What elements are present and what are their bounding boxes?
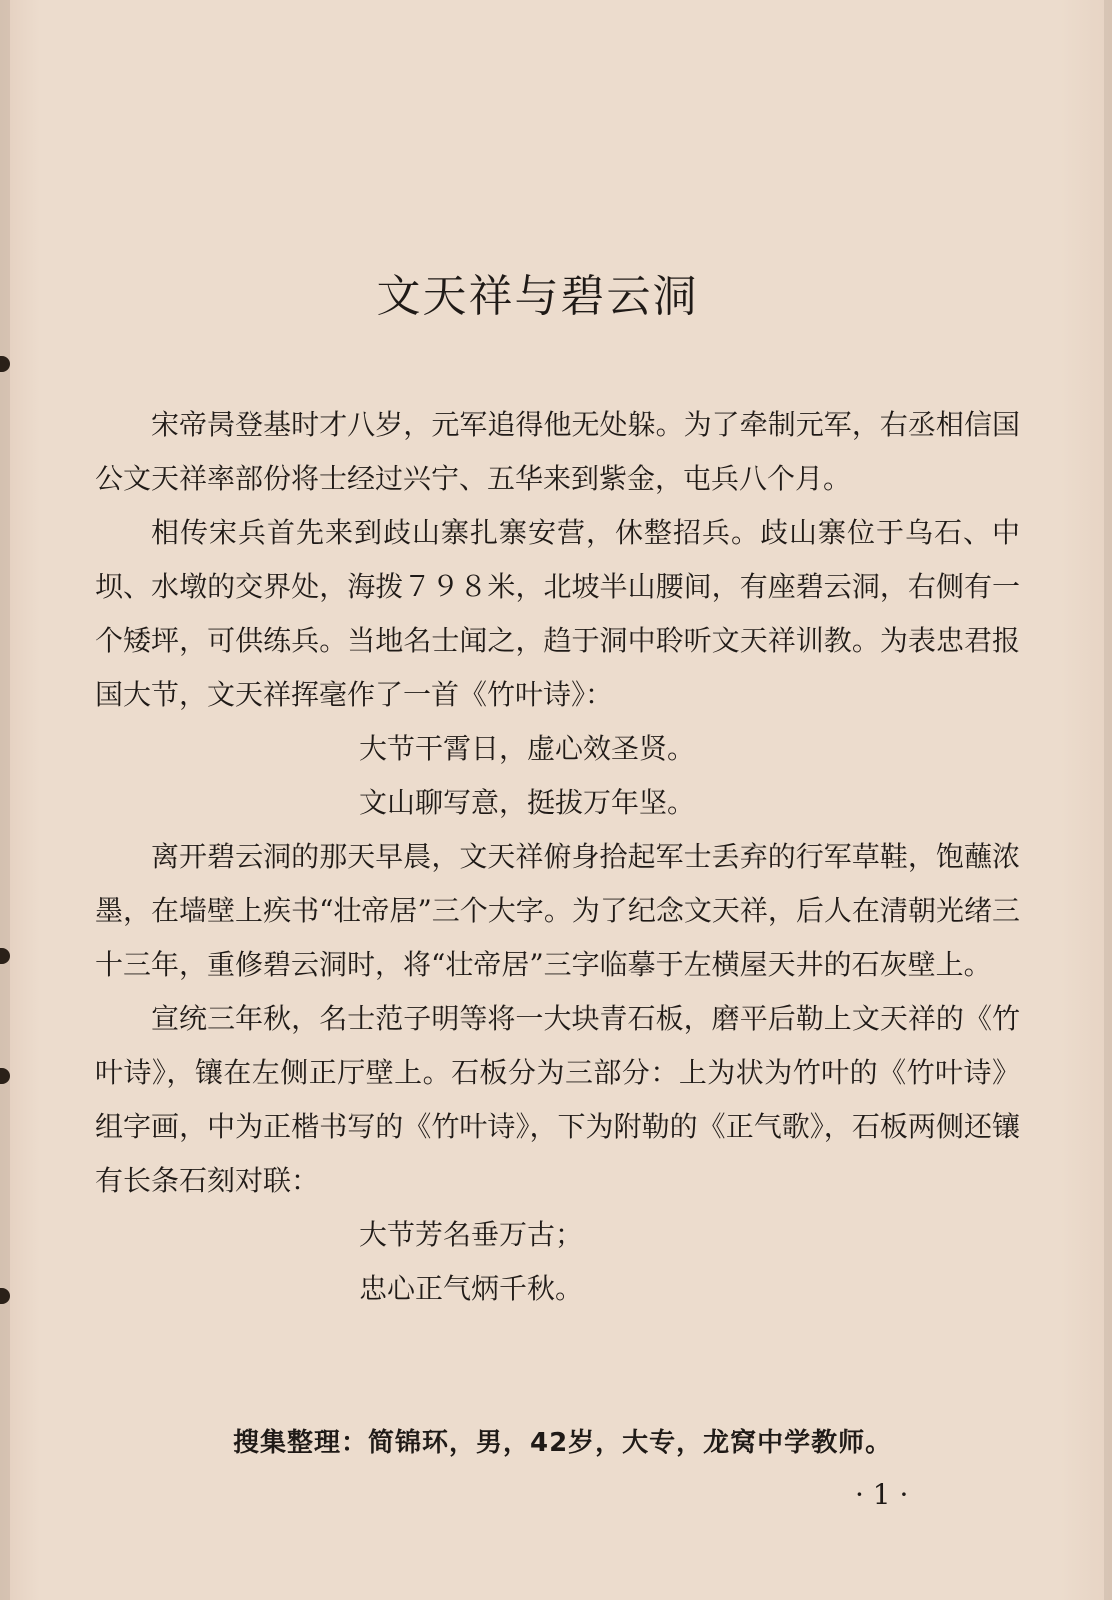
paragraph: 离开碧云洞的那天早晨，文天祥俯身拾起军士丢弃的行军草鞋，饱蘸浓墨，在墙壁上疾书“壮帝居”三个大字。为了纪念文天祥，后人在清朝光绪三十三年，重修碧云洞时，将“壮帝居”三字临摹于左横屋天井的石灰壁上。 [95, 840, 1020, 981]
collector-credit: 搜集整理：简锦环，男，42岁，大专，龙窝中学教师。 [233, 1428, 893, 1458]
couplet-line: 忠心正气炳千秋。 [359, 1272, 584, 1305]
paragraph: 宋帝昺登基时才八岁，元军追得他无处躲。为了牵制元军，右丞相信国公文天祥率部份将士经过兴宁、五华来到紫金，屯兵八个月。 [95, 408, 1020, 495]
article-body [95, 398, 1020, 1316]
page-right-edge [1104, 0, 1112, 1600]
poem-line: 文山聊写意，挺拔万年坚。 [359, 786, 696, 819]
stone-couplet [95, 1208, 1020, 1316]
article-title: 文天祥与碧云洞 [376, 271, 699, 322]
page-left-edge [0, 0, 10, 1600]
bamboo-leaf-poem [95, 722, 1020, 830]
couplet-line: 大节芳名垂万古； [359, 1218, 584, 1251]
paragraph: 相传宋兵首先来到歧山寨扎寨安营，休整招兵。歧山寨位于乌石、中坝、水墩的交界处，海拨７９８米，北坡半山腰间，有座碧云洞，右侧有一个矮坪，可供练兵。当地名士闻之，趋于洞中聆听文天祥训教。为表忠君报国大节，文天祥挥毫作了一首《竹叶诗》： [95, 516, 1020, 711]
paragraph: 宣统三年秋，名士范子明等将一大块青石板，磨平后勒上文天祥的《竹叶诗》，镶在左侧正厅壁上。石板分为三部分：上为状为竹叶的《竹叶诗》组字画，中为正楷书写的《竹叶诗》，下为附勒的《正气歌》，石板两侧还镶有长条石刻对联： [95, 1002, 1020, 1197]
page-number: · 1 · [855, 1478, 909, 1511]
poem-line: 大节干霄日，虚心效圣贤。 [359, 732, 696, 765]
